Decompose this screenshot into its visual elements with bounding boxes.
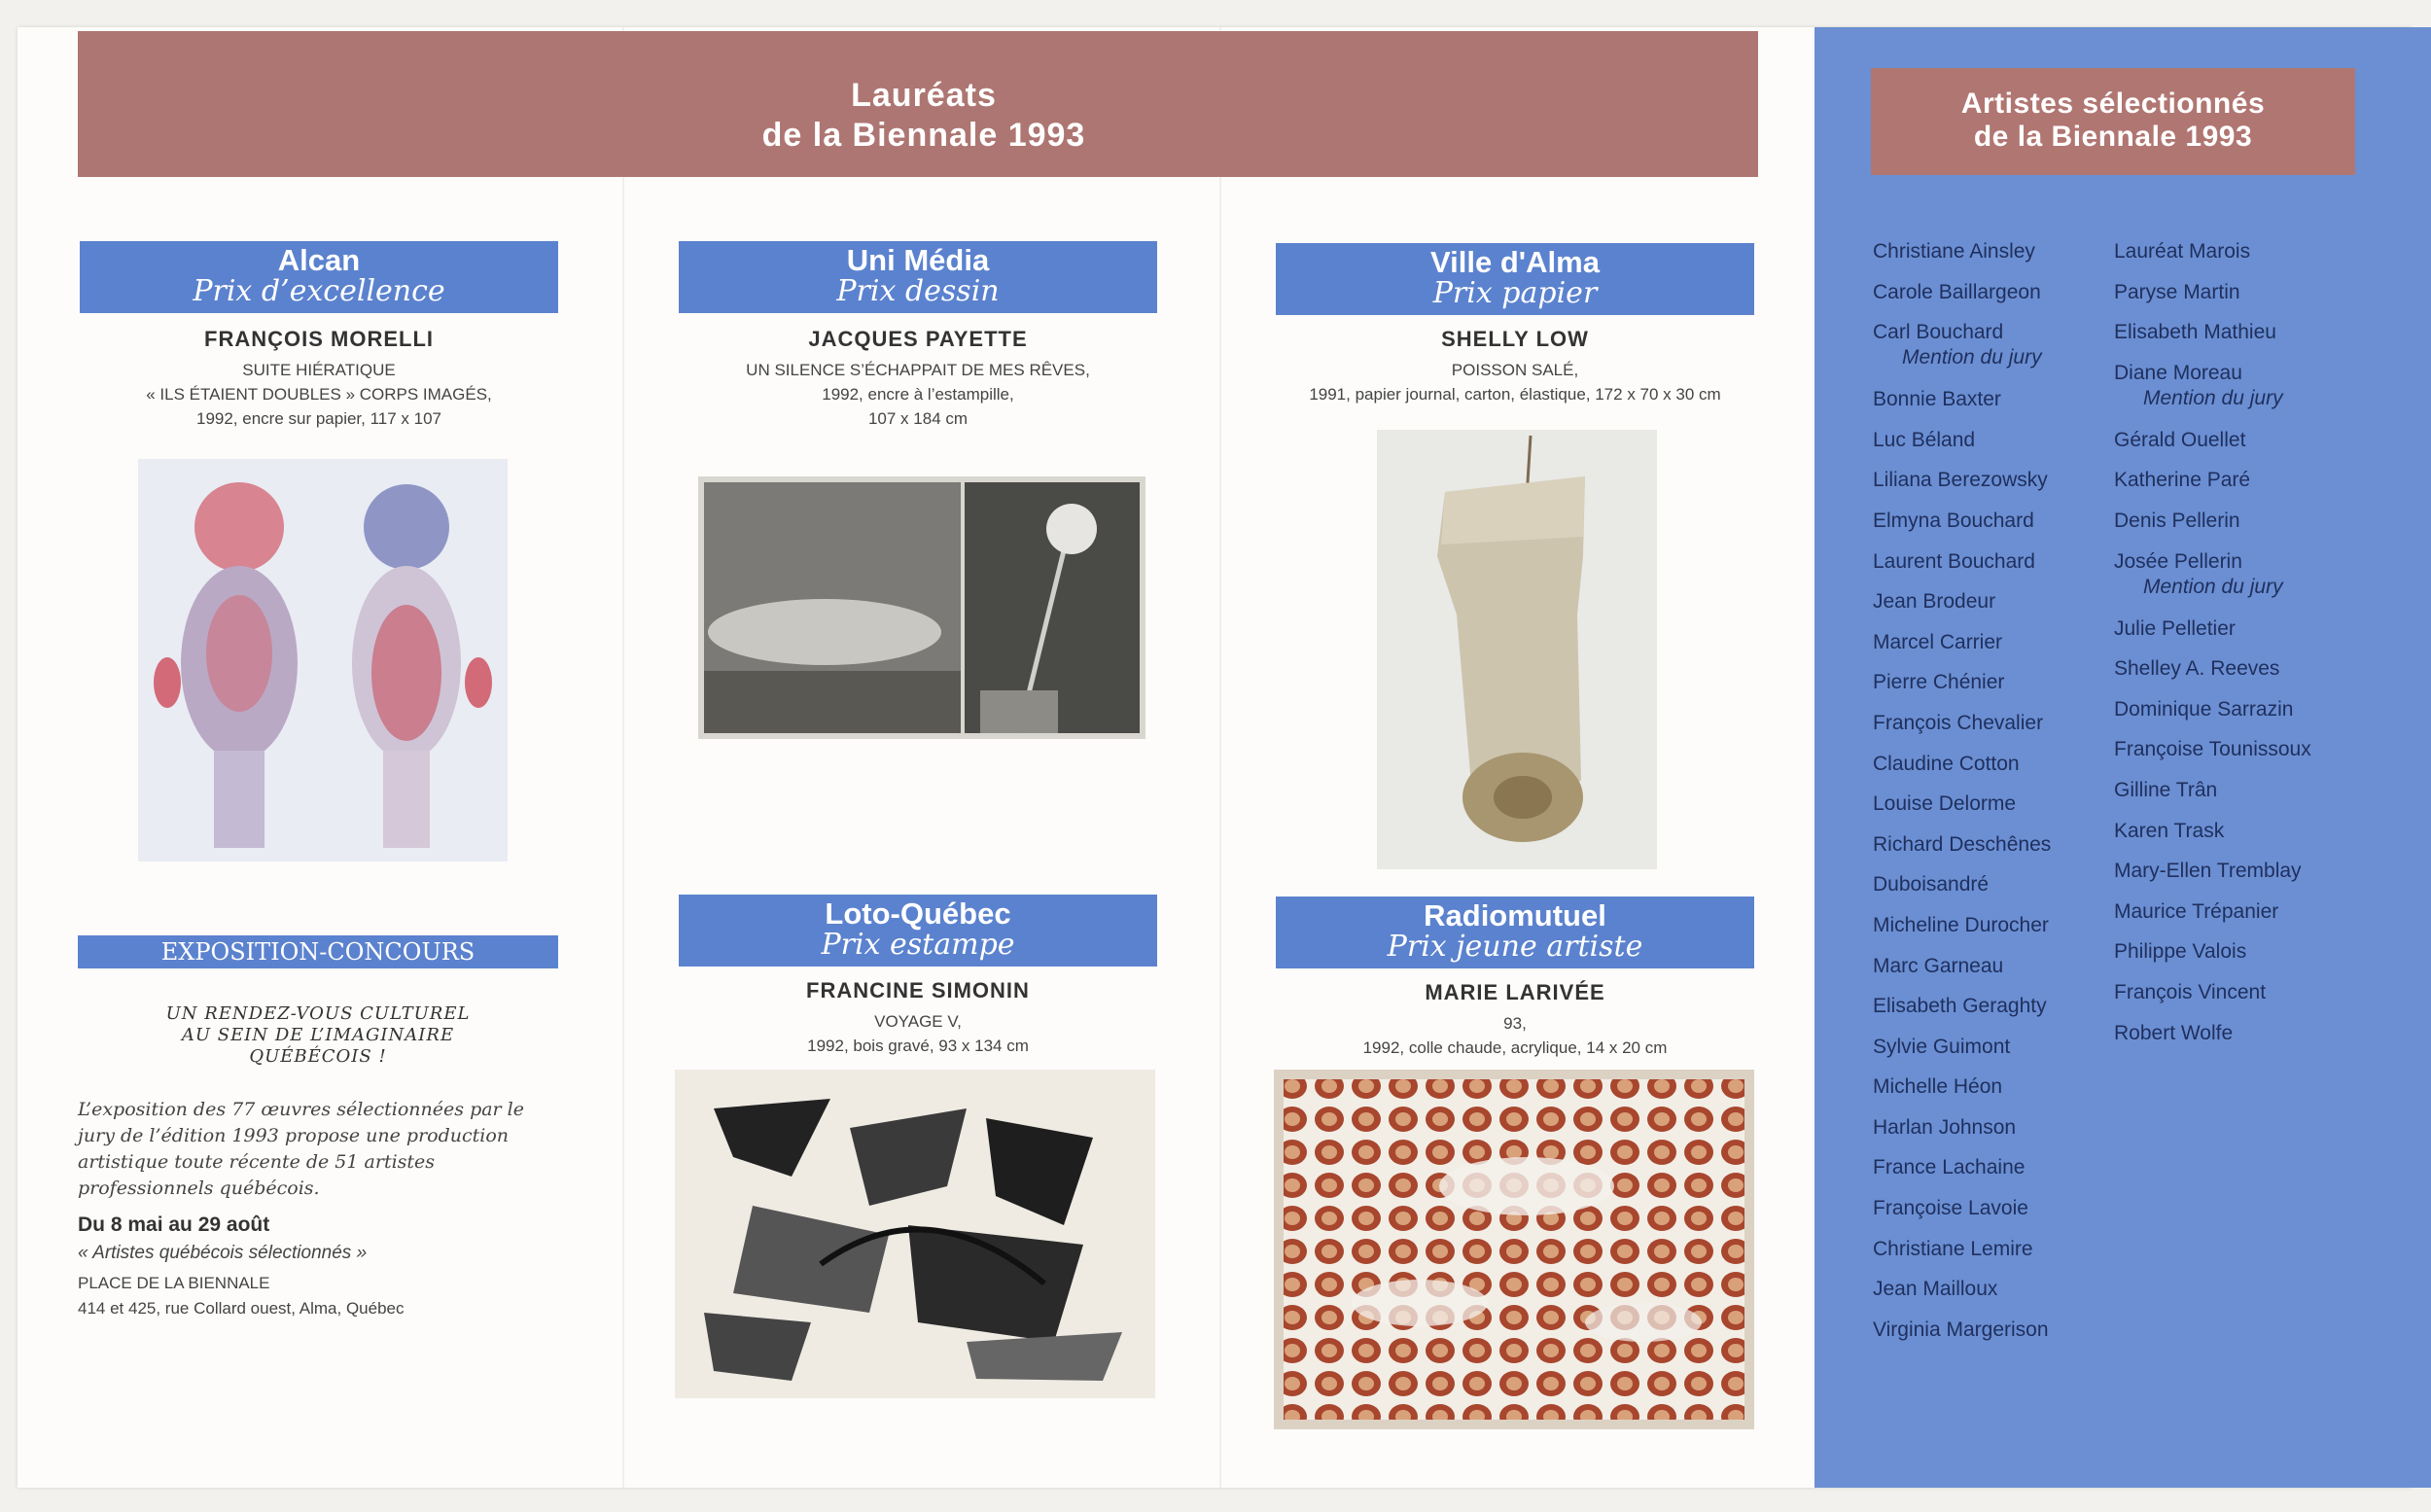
prize-name: Prix papier (1432, 276, 1598, 310)
jury-mention: Mention du jury (2143, 386, 2283, 409)
artist-list-item: Katherine Paré (2114, 469, 2251, 492)
artist-name: FRANÇOIS MORELLI (204, 327, 434, 351)
jury-mention: Mention du jury (1902, 346, 2042, 369)
artist-list-item: Françoise Tounissoux (2114, 738, 2311, 761)
artist-list-item: Harlan Johnson (1873, 1115, 2017, 1139)
artist-list-item: Bonnie Baxter (1873, 388, 2001, 411)
artist-list-item: Gérald Ouellet (2114, 428, 2246, 451)
artwork-caption (1223, 1011, 1807, 1060)
artist-list-item: Marcel Carrier (1873, 630, 2003, 653)
artist-name: JACQUES PAYETTE (808, 327, 1028, 351)
artist-list-item: Pierre Chénier (1873, 671, 2005, 694)
prize-header-alma (1276, 243, 1754, 315)
exposition-subtitle: « Artistes québécois sélectionnés » (78, 1243, 368, 1263)
sponsor-name: Ville d'Alma (1430, 245, 1600, 279)
artwork-caption (27, 358, 611, 431)
selected-artists-column-1 (1873, 239, 2126, 1357)
artist-list-item: Christiane Lemire (1873, 1237, 2033, 1260)
exposition-slogan (78, 1003, 558, 1068)
laureates-title (603, 76, 1245, 156)
selected-title-line2: de la Biennale 1993 (1973, 121, 2253, 153)
artist-list-item: Elisabeth Geraghty (1873, 995, 2047, 1018)
artist-list-item: France Lachaine (1873, 1156, 2026, 1179)
artist-list-item: Julie Pelletier (2114, 616, 2236, 640)
sponsor-name: Alcan (277, 243, 361, 277)
artist-list-item: Dominique Sarrazin (2114, 697, 2294, 721)
artist-list-item: François Chevalier (1873, 711, 2044, 734)
artist-name: MARIE LARIVÉE (1425, 980, 1605, 1004)
prize-header-loto (679, 895, 1157, 967)
artwork-image-payette (698, 476, 1145, 739)
artist-list-item: Marc Garneau (1873, 954, 2004, 977)
artwork-image-larivee (1274, 1070, 1754, 1429)
artist-list-item: Carole Baillargeon (1873, 280, 2041, 303)
artist-list-item: Robert Wolfe (2114, 1021, 2234, 1044)
artwork-caption (626, 358, 1210, 431)
artist-name: Carl Bouchard (1873, 321, 2004, 344)
caption-line: UN SILENCE S’ÉCHAPPAIT DE MES RÊVES, (746, 361, 1090, 379)
exposition-address: 414 et 425, rue Collard ouest, Alma, Québec (78, 1299, 405, 1318)
artist-list-item: Jean Brodeur (1873, 590, 1996, 614)
artist-list-item: Elisabeth Mathieu (2114, 321, 2276, 344)
artist-list-item: Elmyna Bouchard (1873, 509, 2034, 532)
slogan-line: UN RENDEZ-VOUS CULTUREL (165, 1003, 471, 1024)
artwork-caption (626, 1009, 1210, 1058)
jury-mention: Mention du jury (2143, 575, 2283, 598)
sponsor-name: Uni Média (846, 243, 990, 277)
artist-list-item: Liliana Berezowsky (1873, 469, 2048, 492)
artist-list-item: Duboisandré (1873, 873, 1990, 897)
artwork-image-low (1377, 430, 1657, 869)
exposition-place: PLACE DE LA BIENNALE (78, 1274, 270, 1292)
prize-header-radio (1276, 897, 1754, 968)
prize-name: Prix dessin (836, 274, 1000, 308)
caption-line: 1991, papier journal, carton, élastique, 172 x 70 x 30 cm (1309, 385, 1721, 404)
exposition-description: L’exposition des 77 œuvres sélectionnées par le jury de l’édition 1993 propose une production artistique toute récente de 51 artistes professionnels québécois. (78, 1099, 524, 1199)
artist-list-item: Philippe Valois (2114, 940, 2247, 964)
sponsor-name: Loto-Québec (825, 897, 1011, 931)
sponsor-name: Radiomutuel (1424, 898, 1606, 932)
artist-list-item: Shelley A. Reeves (2114, 657, 2280, 681)
caption-line: 93, (1503, 1014, 1527, 1033)
caption-line: SUITE HIÉRATIQUE (242, 361, 396, 379)
selected-title-line1: Artistes sélectionnés (1960, 88, 2266, 120)
artist-list-item: Jean Mailloux (1873, 1278, 1998, 1301)
fold-line (622, 27, 624, 1488)
artist-list-item: Sylvie Guimont (1873, 1035, 2011, 1058)
selected-artists-title (1871, 68, 2355, 175)
selected-artists-column-2 (2114, 239, 2367, 1061)
prize-name: Prix jeune artiste (1387, 930, 1643, 964)
artist-list-item: François Vincent (2114, 980, 2267, 1003)
artist-list-item (2114, 361, 2367, 428)
artist-list-item (1873, 320, 2126, 387)
artist-list-item: Lauréat Marois (2114, 240, 2251, 263)
caption-line: POISSON SALÉ, (1451, 361, 1579, 379)
caption-line: 107 x 184 cm (867, 409, 969, 428)
artist-list-item: Paryse Martin (2114, 280, 2240, 303)
artist-list-item: Virginia Margerison (1873, 1318, 2049, 1341)
caption-line: VOYAGE V, (874, 1012, 962, 1031)
artist-list-item (2114, 549, 2367, 616)
artist-list-item: Françoise Lavoie (1873, 1197, 2028, 1220)
exposition-heading: EXPOSITION-CONCOURS (78, 935, 558, 968)
caption-line: « ILS ÉTAIENT DOUBLES » CORPS IMAGÉS, (146, 385, 492, 404)
prize-name: Prix d’excellence (193, 274, 445, 308)
artist-list-item: Denis Pellerin (2114, 509, 2240, 532)
caption-line: 1992, colle chaude, acrylique, 14 x 20 cm (1362, 1038, 1668, 1057)
artist-list-item: Louise Delorme (1873, 792, 2017, 816)
artwork-image-morelli (138, 459, 508, 861)
slogan-line: AU SEIN DE L’IMAGINAIRE (181, 1025, 455, 1045)
prize-header-unimedia (679, 241, 1157, 313)
artist-name: Diane Moreau (2114, 361, 2242, 384)
artist-name: FRANCINE SIMONIN (806, 978, 1030, 1002)
artist-list-item: Karen Trask (2114, 819, 2225, 842)
artist-list-item: Claudine Cotton (1873, 752, 2020, 775)
artwork-caption (1223, 358, 1807, 406)
artist-list-item: Michelle Héon (1873, 1075, 2003, 1099)
slogan-line: QUÉBÉCOIS ! (249, 1046, 387, 1067)
artist-list-item: Richard Deschênes (1873, 832, 2052, 856)
prize-name: Prix estampe (821, 928, 1015, 962)
artist-list-item: Laurent Bouchard (1873, 549, 2035, 573)
artist-list-item: Micheline Durocher (1873, 913, 2049, 936)
caption-line: 1992, encre sur papier, 117 x 107 (195, 409, 442, 428)
artist-name: SHELLY LOW (1441, 327, 1589, 351)
artist-list-item: Mary-Ellen Tremblay (2114, 860, 2302, 883)
fold-line (1219, 27, 1221, 1488)
caption-line: 1992, bois gravé, 93 x 134 cm (807, 1037, 1029, 1055)
artwork-image-simonin (675, 1070, 1155, 1398)
caption-line: 1992, encre à l’estampille, (822, 385, 1014, 404)
artist-list-item: Christiane Ainsley (1873, 240, 2035, 263)
laureates-title-line2: de la Biennale 1993 (761, 117, 1086, 154)
artist-list-item: Maurice Trépanier (2114, 899, 2279, 923)
laureates-title-line1: Lauréats (851, 77, 997, 114)
exposition-dates: Du 8 mai au 29 août (78, 1213, 270, 1236)
artist-list-item: Luc Béland (1873, 428, 1976, 451)
artist-name: Josée Pellerin (2114, 549, 2242, 573)
artist-list-item: Gilline Trân (2114, 778, 2218, 801)
prize-header-alcan (80, 241, 558, 313)
